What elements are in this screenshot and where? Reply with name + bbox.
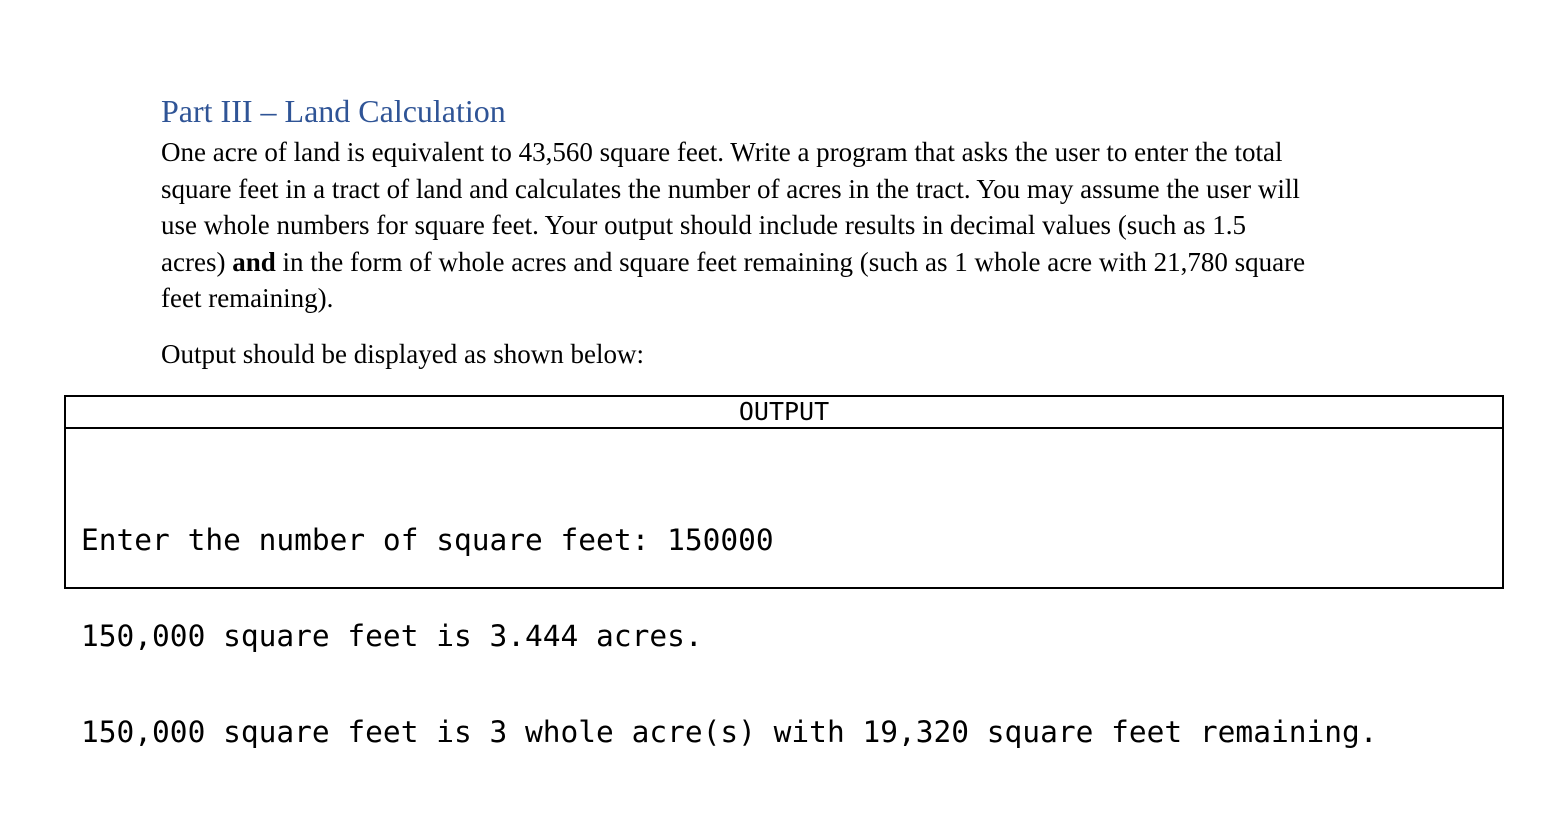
description-line-4-pre: acres) xyxy=(161,246,233,277)
description-line-3: use whole numbers for square feet. Your output should include results in decimal values (such as 1.5 xyxy=(161,210,1247,240)
output-body xyxy=(66,429,1502,812)
output-line-2: 150,000 square feet is 3.444 acres. xyxy=(81,619,703,653)
bold-and: and xyxy=(232,246,276,277)
output-line-3: 150,000 square feet is 3 whole acre(s) with 19,320 square feet remaining. xyxy=(81,715,1378,749)
description-line-1: One acre of land is equivalent to 43,560 square feet. Write a program that asks the user to enter the total xyxy=(161,137,1283,167)
description-line-4-post: in the form of whole acres and square feet remaining (such as 1 whole acre with 21,780 square xyxy=(275,246,1306,277)
output-box xyxy=(64,395,1504,749)
output-header: OUTPUT xyxy=(66,397,1502,429)
description-line-4 xyxy=(161,244,1421,281)
problem-description xyxy=(161,134,1421,317)
section-heading: Part III – Land Calculation xyxy=(161,93,506,129)
description-line-5: feet remaining). xyxy=(161,283,334,313)
description-line-2: square feet in a tract of land and calculates the number of acres in the tract. You may assume the user will xyxy=(161,173,1300,204)
output-line-1: Enter the number of square feet: 150000 xyxy=(81,523,774,557)
output-instruction: Output should be displayed as shown below: xyxy=(161,339,644,369)
